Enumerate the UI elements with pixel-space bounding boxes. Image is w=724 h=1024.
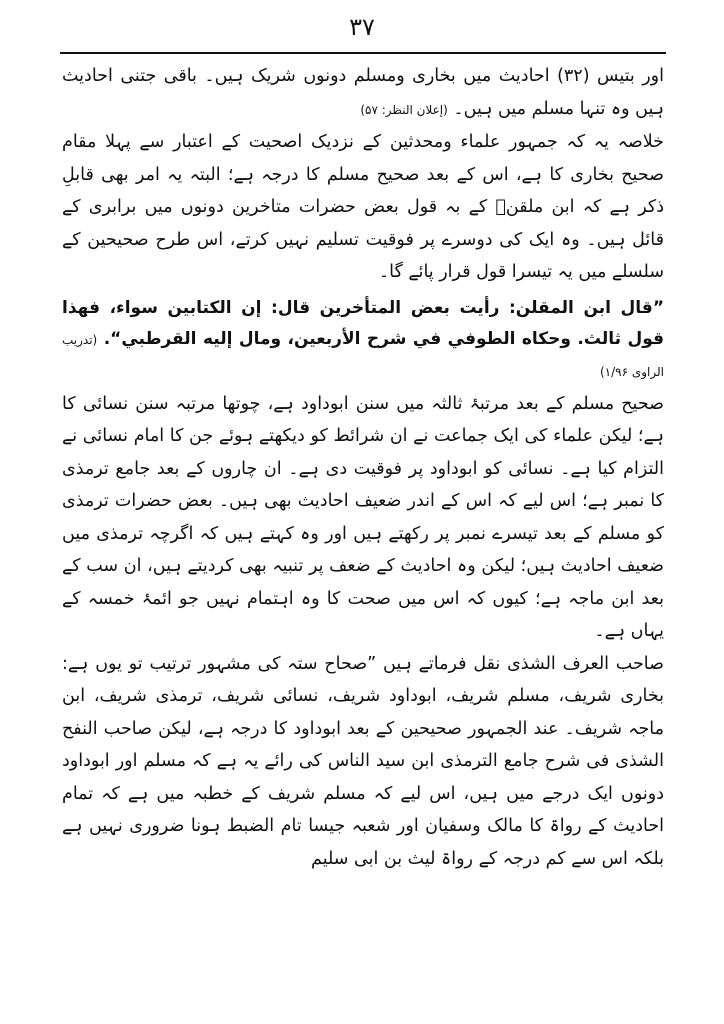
page-number: ٣٧ xyxy=(349,13,375,41)
paragraph-urf-shadhi xyxy=(62,648,664,876)
paragraph-summary xyxy=(62,126,664,289)
paragraph-hadith-count xyxy=(62,60,664,126)
arabic-quotation xyxy=(62,293,664,388)
paragraph-text: صاحب العرف الشذی نقل فرماتے ہیں ”صحاح ستہ کی مشہور ترتیب تو یوں ہے: بخاری شریف، مسلم شریف، ابوداود شریف، نسائی شریف، ترمذی شریف، ابن ماجہ شریف۔ عند الجمہور صحیحین کے بعد ابوداود کا درجہ ہے، لیکن صاحب النفح الشذی فی شرح جامع الترمذی ابن سید الناس کی رائے یہ ہے کہ مسلم اور ابوداود دونوں ایک درجے میں ہیں، اس لیے کہ مسلم شریف کے خطبہ میں ہے کہ تمام احادیث کے رواۃ کا مالک وسفیان اور شعبہ جیسا تام الضبط ہونا ضروری نہیں ہے بلکہ اس سے کم درجہ کے رواۃ لیث بن ابی سلیم xyxy=(62,653,664,869)
header-rule xyxy=(60,52,666,54)
citation: (إعلان النظر: ۵۷) xyxy=(360,102,448,117)
paragraph-ranking xyxy=(62,388,664,648)
paragraph-text: صحیح مسلم کے بعد مرتبۂ ثالثہ میں سنن ابوداود ہے، چوتھا مرتبہ سنن نسائی کا ہے؛ لیکن علماء کی ایک جماعت نے ان شرائط کو دیکھتے ہوئے جن کا امام نسائی نے التزام کیا ہے۔ نسائی کو ابوداود پر فوقیت دی ہے۔ ان چاروں کے بعد جامع ترمذی کا نمبر ہے؛ اس لیے کہ اس کے اندر ضعیف احادیث بھی ہیں۔ بعض حضرات ترمذی کو مسلم کے بعد تیسرے نمبر پر رکھتے ہیں اور وہ کہتے ہیں کہ اگرچہ ترمذی میں ضعیف احادیث ہیں؛ لیکن وہ احادیث کے ضعف پر تنبیہ بھی کردیتے ہیں، ان سب کے بعد ابن ماجہ ہے؛ کیوں کہ اس میں صحت کا وہ اہتمام نہیں جو ائمۂ خمسہ کے یہاں ہے۔ xyxy=(62,393,664,641)
page-body xyxy=(62,60,664,875)
quotation-text: ”قال ابن المقلن: رأيت بعض المتأخرين قال: إن الكتابين سواء، فهذا قول ثالث. وحكاه الطوفي في شرح الأربعين، ومال إليه القرطبي“. xyxy=(62,297,665,349)
paragraph-text: اور بتیس (۳۲) احادیث میں بخاری ومسلم دونوں شریک ہیں۔ باقی جتنی احادیث ہیں وہ تنہا مسلم میں ہیں۔ xyxy=(62,66,664,119)
citation: (تدریب الراوی ۱/۹۶) xyxy=(62,332,664,379)
paragraph-text: خلاصہ یہ کہ جمہور علماء ومحدثین کے نزدیک اصحیت کے اعتبار سے پہلا مقام صحیح بخاری کا ہے، اس کے بعد صحیح مسلم کا درجہ ہے؛ البتہ یہ امر بھی قابلِ ذکر ہے کہ ابن ملقنؒ کے بہ قول بعض حضرات متاخرین دونوں میں برابری کے قائل ہیں۔ وہ ایک کی دوسرے پر فوقیت تسلیم نہیں کرتے، اس طرح صحیحین کے سلسلے میں یہ تیسرا قول قرار پائے گا۔ xyxy=(62,132,664,282)
